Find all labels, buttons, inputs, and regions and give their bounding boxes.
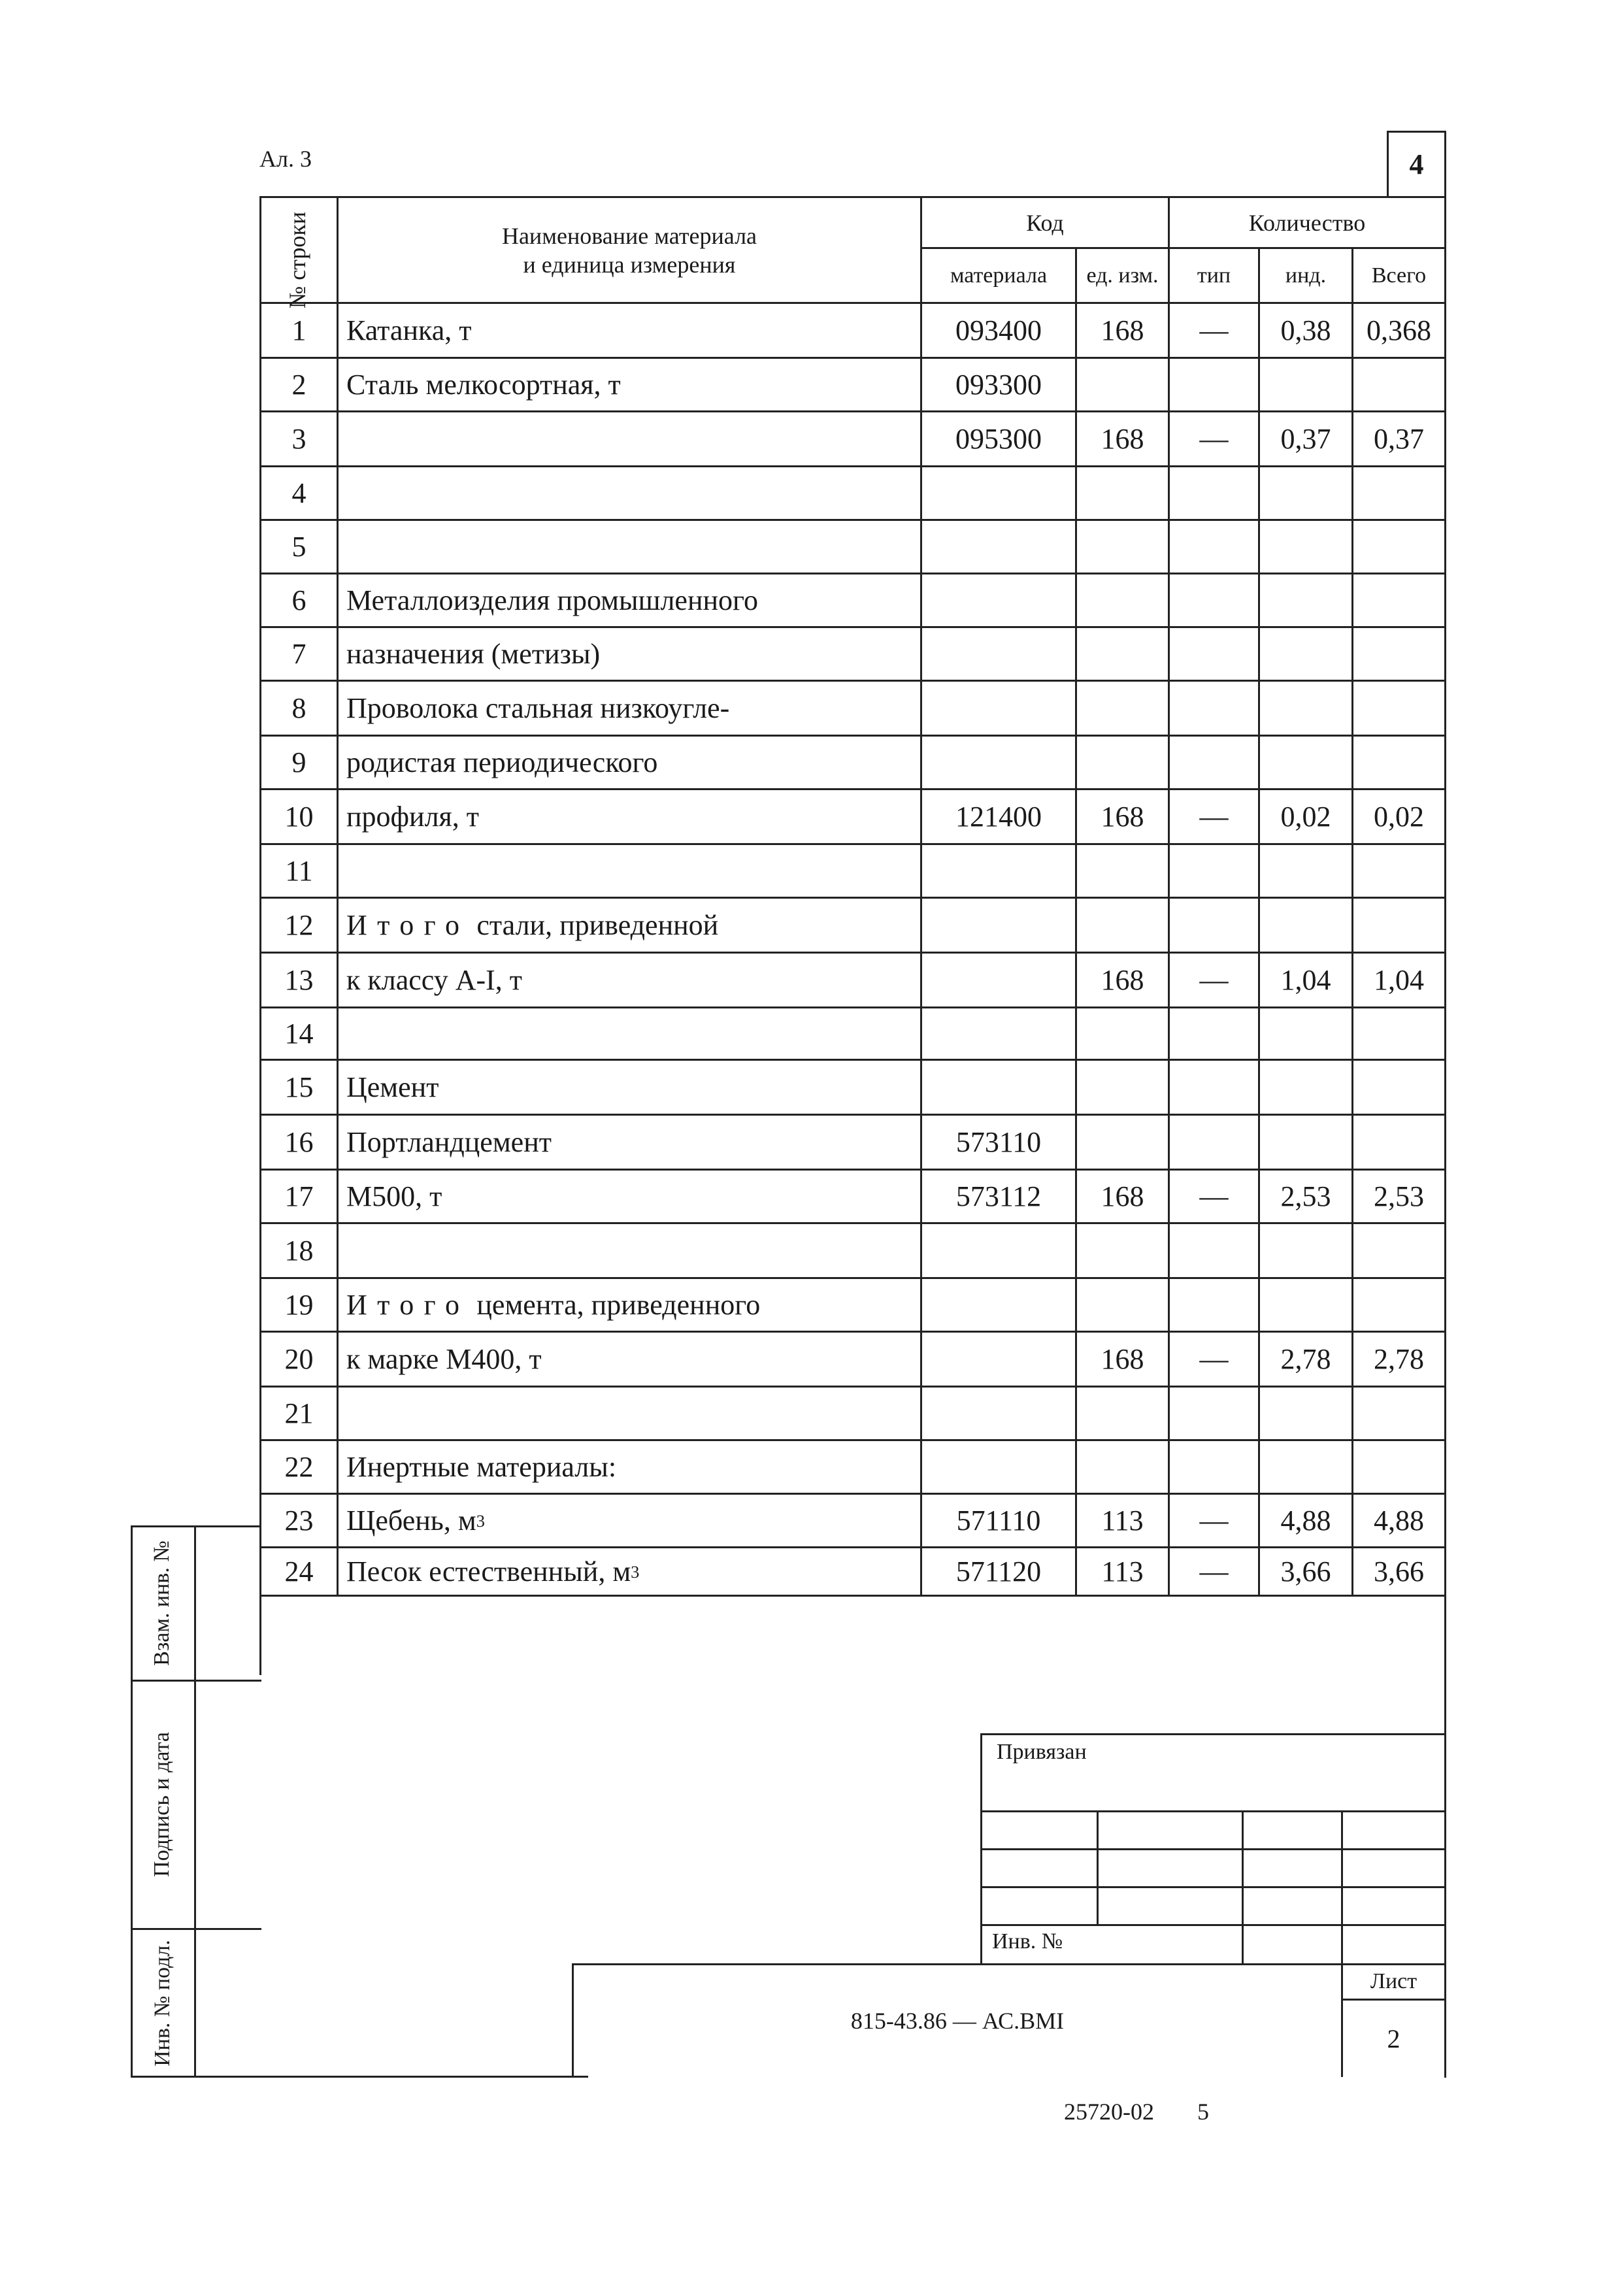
row-name-text: профиля, т: [346, 801, 480, 833]
row-name: [339, 1224, 920, 1277]
row-name: [339, 1333, 920, 1386]
row-ind: 0,38: [1280, 314, 1331, 346]
album-label: Ал. 3: [259, 146, 312, 172]
row-total: [1353, 628, 1444, 680]
row-typ: [1170, 1116, 1258, 1169]
row-unit-code: 113: [1101, 1555, 1144, 1588]
row-number: 10: [284, 801, 314, 833]
row-name: [339, 682, 920, 735]
row-material-code: 095300: [955, 423, 1042, 455]
row-name: [339, 412, 920, 465]
row-unit-code: [1077, 521, 1168, 573]
row-name: [339, 737, 920, 788]
row-unit-code: [1077, 574, 1168, 626]
row-unit-code: 168: [1101, 964, 1144, 996]
row-typ: —: [1199, 423, 1229, 455]
row-typ: [1170, 845, 1258, 897]
typ-header: тип: [1197, 263, 1231, 288]
row-material-code: [922, 899, 1075, 952]
footer-page: 5: [1197, 2099, 1209, 2125]
row-material-code: [922, 521, 1075, 573]
row-ind: [1260, 1224, 1351, 1277]
row-number: 4: [291, 477, 307, 509]
row-name-text: к классу А-I, т: [346, 964, 523, 996]
row-unit-code: [1077, 1388, 1168, 1439]
row-ind: [1260, 899, 1351, 952]
bound-label: Привязан: [997, 1740, 1087, 1764]
row-unit-code: 168: [1101, 1180, 1144, 1212]
row-typ: [1170, 521, 1258, 573]
row-ind: [1260, 1441, 1351, 1493]
row-material-code: [922, 1441, 1075, 1493]
row-name: [339, 1441, 920, 1493]
row-typ: —: [1199, 1555, 1229, 1588]
row-typ: [1170, 737, 1258, 788]
row-unit-code: [1077, 359, 1168, 410]
row-ind: 4,88: [1280, 1504, 1331, 1537]
row-number: 9: [291, 746, 307, 778]
quantity-header: Количество: [1248, 209, 1366, 236]
name-header-line1: Наименование материала: [501, 222, 757, 249]
row-total: [1353, 682, 1444, 735]
row-total: [1353, 1008, 1444, 1059]
row-material-code: 093300: [955, 369, 1042, 401]
row-name: [339, 628, 920, 680]
row-material-code: 573110: [955, 1126, 1042, 1158]
row-number: 11: [285, 855, 313, 887]
row-total: [1353, 1224, 1444, 1277]
row-name-text: Металлоизделия промышленного: [346, 584, 758, 616]
ind-header: инд.: [1285, 263, 1327, 288]
row-total: 2,78: [1374, 1343, 1424, 1375]
row-total: [1353, 737, 1444, 788]
row-material-code: [922, 1224, 1075, 1277]
row-name: [339, 304, 920, 357]
row-unit-code: [1077, 1224, 1168, 1277]
row-material-code: 093400: [955, 314, 1042, 346]
row-typ: —: [1199, 1180, 1229, 1212]
row-number: 22: [284, 1451, 314, 1483]
row-typ: [1170, 628, 1258, 680]
row-name-text: назначения (метизы): [346, 638, 601, 670]
row-typ: [1170, 1279, 1258, 1331]
unit-code-header: ед. изм.: [1086, 263, 1159, 288]
row-number: 14: [284, 1018, 314, 1050]
row-typ: [1170, 1008, 1258, 1059]
row-name-text: М500, т: [346, 1180, 442, 1212]
row-total: 1,04: [1374, 964, 1424, 996]
row-material-code: 121400: [955, 801, 1042, 833]
document-code: 815-43.86 — АС.ВМI: [850, 2008, 1065, 2034]
row-number: 5: [291, 531, 307, 563]
row-name-text: Песок естественный, м: [346, 1555, 631, 1588]
row-material-code: 571110: [956, 1504, 1041, 1537]
row-name-text: Сталь мелкосортная, т: [346, 369, 621, 401]
row-material-code: [922, 954, 1075, 1006]
row-name: [339, 790, 920, 843]
row-ind: [1260, 1279, 1351, 1331]
row-material-code: [922, 737, 1075, 788]
row-number: 8: [291, 692, 307, 724]
row-typ: —: [1199, 1343, 1229, 1375]
row-unit-code: [1077, 845, 1168, 897]
row-ind: [1260, 1008, 1351, 1059]
row-material-code: [922, 1008, 1075, 1059]
row-name-text: Катанка, т: [346, 314, 472, 346]
row-unit-code: 168: [1101, 423, 1144, 455]
row-material-code: [922, 1333, 1075, 1386]
inv-replace-label: Взам. инв. №: [150, 1540, 174, 1666]
row-total: [1353, 845, 1444, 897]
row-unit-code: 168: [1101, 314, 1144, 346]
row-total: 3,66: [1374, 1555, 1424, 1588]
signature-date-label: Подпись и дата: [150, 1732, 174, 1877]
row-ind: [1260, 737, 1351, 788]
row-unit-code: 113: [1101, 1504, 1144, 1537]
row-typ: —: [1199, 1504, 1229, 1537]
row-typ: [1170, 359, 1258, 410]
row-number: 18: [284, 1235, 314, 1267]
row-total: 4,88: [1374, 1504, 1424, 1537]
row-name: Песок естественный, м 3: [346, 1555, 640, 1588]
row-total: 0,368: [1367, 314, 1431, 346]
row-number: 15: [284, 1071, 314, 1103]
inv-original-label: Инв. № подл.: [150, 1940, 174, 2067]
row-ind: 3,66: [1280, 1555, 1331, 1588]
row-ind: 2,78: [1280, 1343, 1331, 1375]
row-name: [339, 899, 920, 952]
row-name-text: родистая периодического: [346, 746, 658, 778]
row-number: 23: [284, 1504, 314, 1537]
row-name: [339, 521, 920, 573]
row-number: 20: [284, 1343, 314, 1375]
row-ind: [1260, 682, 1351, 735]
row-material-code: [922, 628, 1075, 680]
row-ind: [1260, 467, 1351, 519]
row-unit-code: [1077, 1441, 1168, 1493]
row-unit-code: [1077, 1008, 1168, 1059]
row-ind: [1260, 1116, 1351, 1169]
row-total: [1353, 1441, 1444, 1493]
row-number: 19: [284, 1289, 314, 1321]
row-typ: —: [1199, 964, 1229, 996]
row-unit-code: [1077, 467, 1168, 519]
row-name-text: Инертные материалы:: [346, 1451, 617, 1483]
sheet-label: Лист: [1370, 1969, 1417, 1993]
material-code-header: материала: [950, 263, 1048, 288]
row-name: [339, 1008, 920, 1059]
sheet-number: 2: [1387, 2023, 1400, 2053]
row-unit-code: [1077, 1061, 1168, 1114]
row-name: [339, 574, 920, 626]
row-typ: [1170, 1441, 1258, 1493]
row-name-text: цемента, приведенного: [469, 1289, 761, 1321]
row-name: [339, 1061, 920, 1114]
row-material-code: 573112: [955, 1180, 1042, 1212]
row-unit-code: [1077, 682, 1168, 735]
row-name-text: к марке М400, т: [346, 1343, 542, 1375]
row-unit-code: [1077, 1116, 1168, 1169]
total-header: Всего: [1371, 263, 1427, 288]
row-ind: [1260, 628, 1351, 680]
row-ind: [1260, 1388, 1351, 1439]
row-number: 12: [284, 909, 314, 941]
row-material-code: [922, 467, 1075, 519]
row-typ: [1170, 1388, 1258, 1439]
row-unit-code: 168: [1101, 801, 1144, 833]
row-name: [339, 1388, 920, 1439]
inv-no-label: Инв. №: [992, 1929, 1063, 1953]
row-total: [1353, 359, 1444, 410]
row-ind: 0,02: [1280, 801, 1331, 833]
row-ind: [1260, 845, 1351, 897]
row-number: 7: [291, 638, 307, 670]
row-total: [1353, 521, 1444, 573]
row-ind: 0,37: [1280, 423, 1331, 455]
row-name-text: Портландцемент: [346, 1126, 552, 1158]
row-ind: [1260, 521, 1351, 573]
name-header-line2: и единица измерения: [523, 251, 736, 278]
row-material-code: [922, 574, 1075, 626]
row-name: [339, 1171, 920, 1222]
row-ind: [1260, 1061, 1351, 1114]
row-number: 16: [284, 1126, 314, 1158]
row-name-text: Проволока стальная низкоугле-: [346, 692, 730, 724]
row-total: [1353, 1116, 1444, 1169]
row-typ: [1170, 682, 1258, 735]
row-total: [1353, 899, 1444, 952]
row-material-code: 571120: [955, 1555, 1042, 1588]
row-total: [1353, 1279, 1444, 1331]
row-name-spaced: Итого: [346, 1289, 470, 1321]
row-unit-code: [1077, 899, 1168, 952]
row-name-text: стали, приведенной: [469, 909, 719, 941]
row-name: Щебень, м 3: [346, 1504, 485, 1537]
row-total: [1353, 1061, 1444, 1114]
row-total: [1353, 467, 1444, 519]
row-number: 1: [291, 314, 307, 346]
row-ind: 1,04: [1280, 964, 1331, 996]
row-name: [339, 1279, 920, 1331]
row-ind: [1260, 574, 1351, 626]
row-ind: 2,53: [1280, 1180, 1331, 1212]
row-typ: [1170, 899, 1258, 952]
row-unit-code: 168: [1101, 1343, 1144, 1375]
row-name: [339, 954, 920, 1006]
row-name: [339, 1116, 920, 1169]
row-typ: [1170, 1224, 1258, 1277]
row-typ: [1170, 467, 1258, 519]
row-unit-code: [1077, 1279, 1168, 1331]
row-number: 6: [291, 584, 307, 616]
row-material-code: [922, 1061, 1075, 1114]
row-number: 13: [284, 964, 314, 996]
code-header: Код: [1026, 209, 1064, 236]
row-number: 24: [284, 1555, 314, 1588]
row-name: [339, 467, 920, 519]
row-total: 0,02: [1374, 801, 1424, 833]
row-typ: —: [1199, 314, 1229, 346]
row-total: [1353, 574, 1444, 626]
row-unit-code: [1077, 737, 1168, 788]
row-ind: [1260, 359, 1351, 410]
row-name-text: Щебень, м: [346, 1504, 476, 1537]
row-material-code: [922, 1388, 1075, 1439]
row-typ: [1170, 574, 1258, 626]
row-unit-code: [1077, 628, 1168, 680]
row-name: [339, 845, 920, 897]
footer-code: 25720-02: [1064, 2099, 1154, 2125]
row-number: 17: [284, 1180, 314, 1212]
name-header: [339, 198, 920, 302]
row-number: 3: [291, 423, 307, 455]
sheet-corner-number: 4: [1409, 148, 1424, 180]
row-name: [339, 359, 920, 410]
row-total: 0,37: [1374, 423, 1424, 455]
row-name-spaced: Итого: [346, 909, 470, 941]
row-typ: —: [1199, 801, 1229, 833]
row-number: 21: [284, 1397, 314, 1429]
row-material-code: [922, 845, 1075, 897]
row-typ: [1170, 1061, 1258, 1114]
row-name-text: Цемент: [346, 1071, 439, 1103]
row-material-code: [922, 1279, 1075, 1331]
row-number: 2: [291, 369, 307, 401]
row-total: [1353, 1388, 1444, 1439]
row-total: 2,53: [1374, 1180, 1424, 1212]
row-number-header: № строки: [284, 211, 310, 309]
row-material-code: [922, 682, 1075, 735]
